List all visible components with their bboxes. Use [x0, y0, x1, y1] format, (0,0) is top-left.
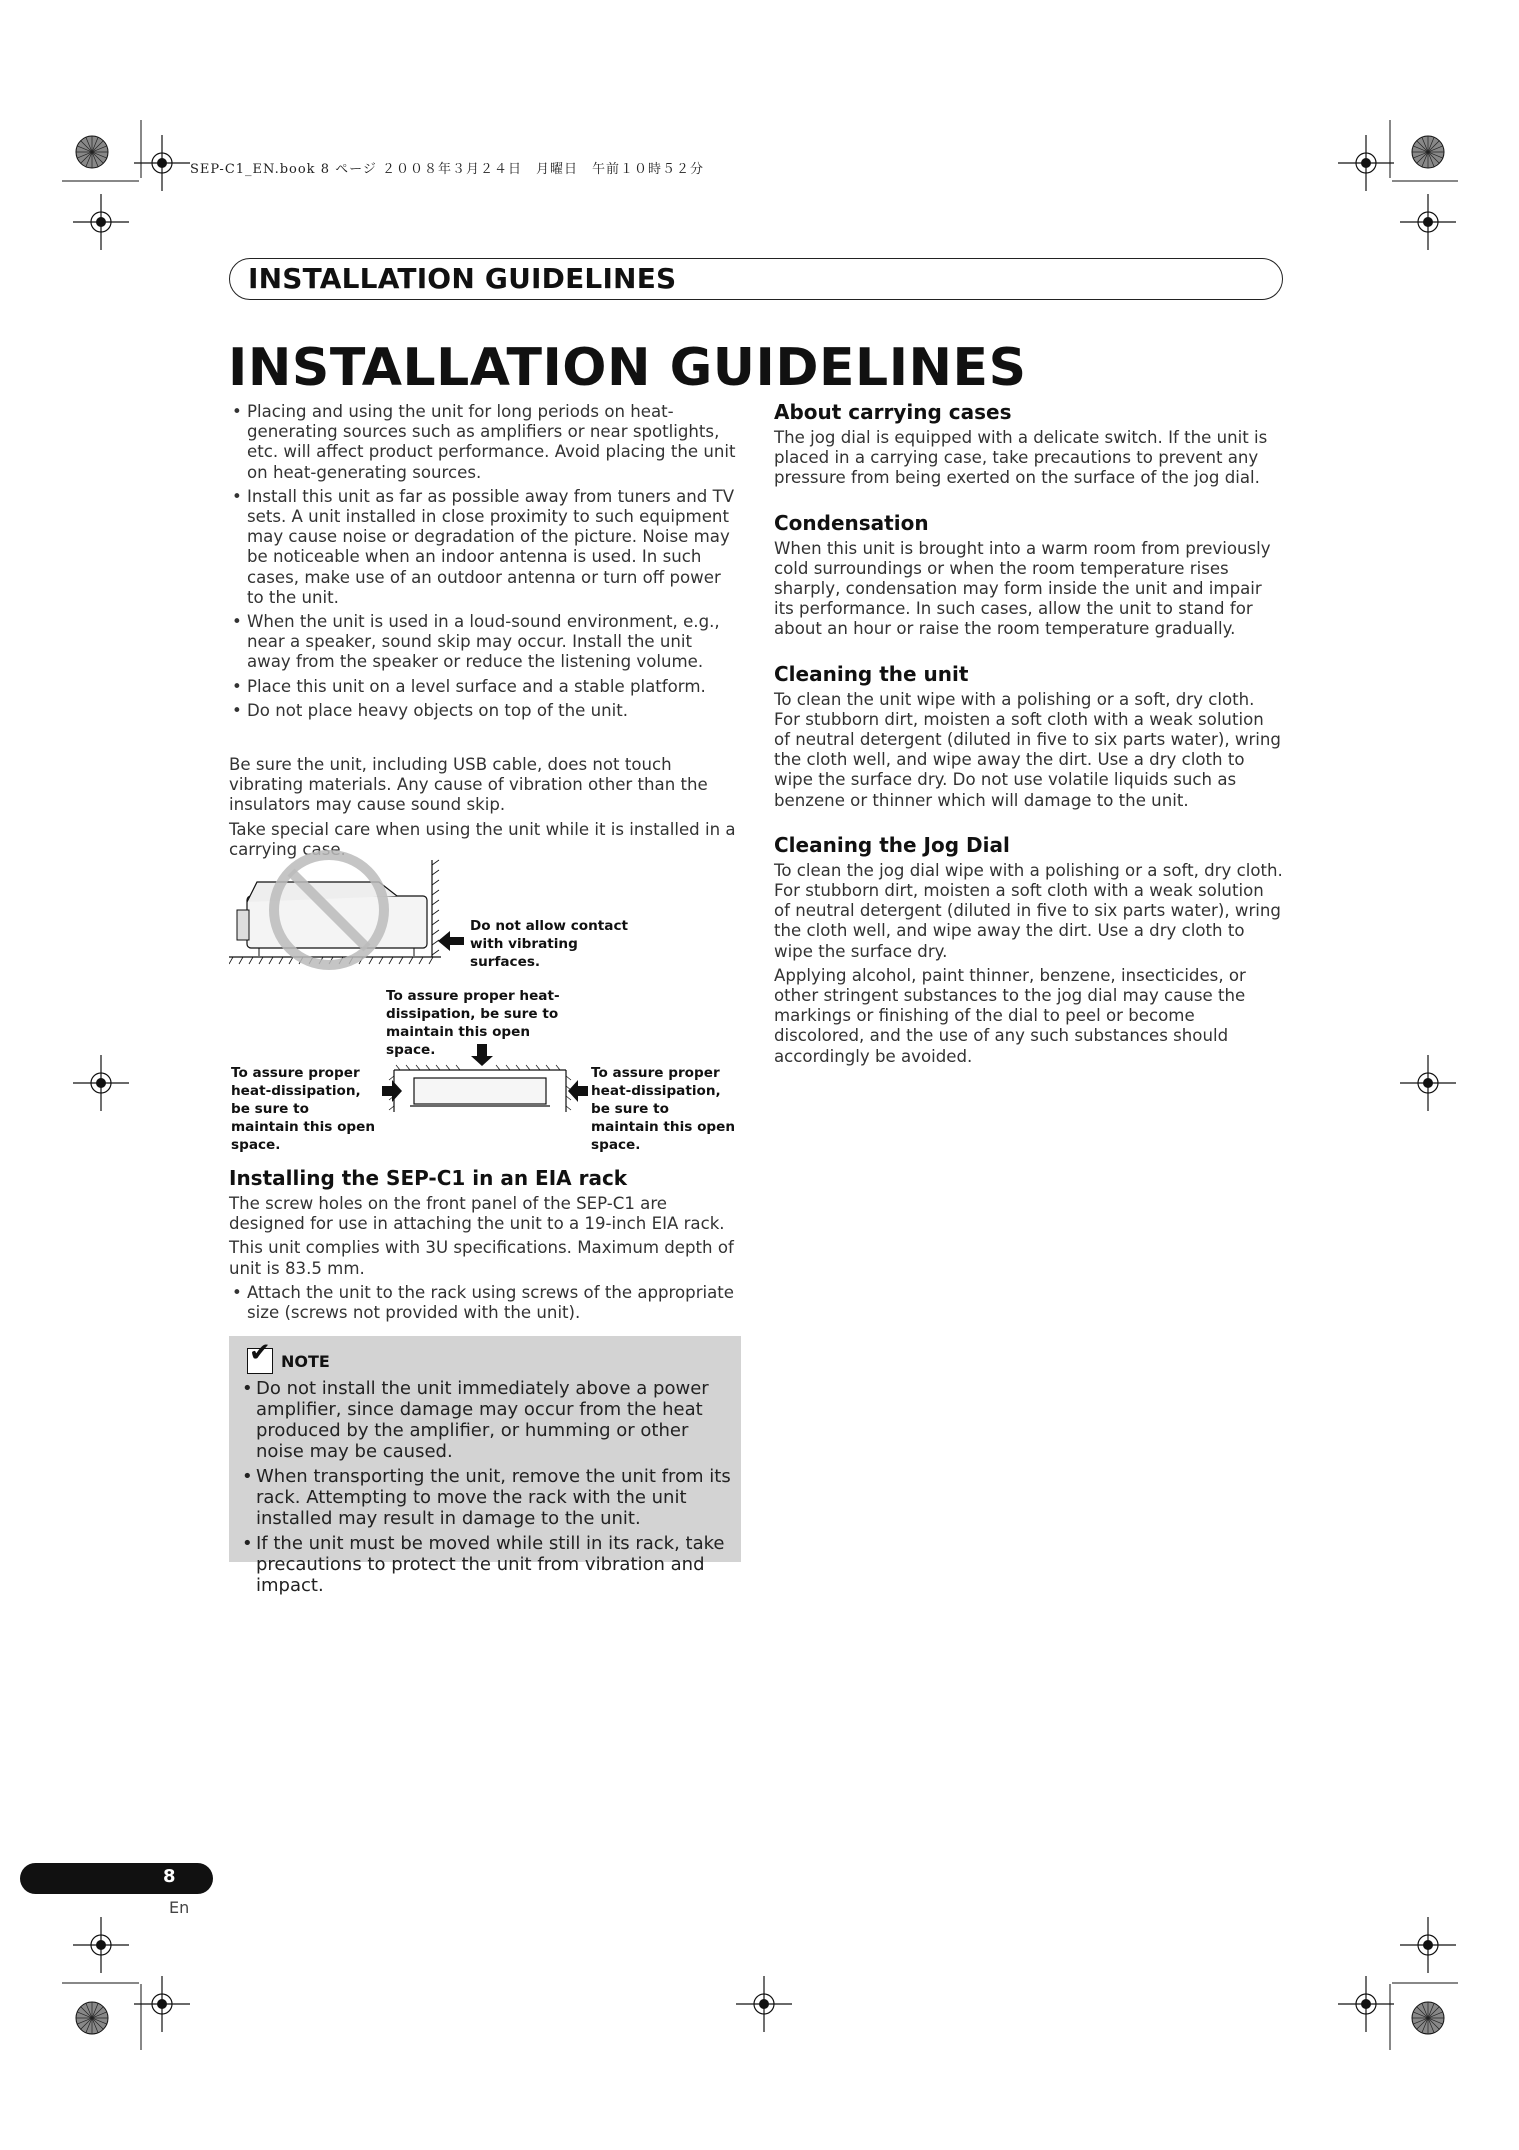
top-space-label: To assure proper heat-dissipation, be sure to maintain this open space. [386, 988, 560, 1058]
condensation-text: When this unit is brought into a warm room from previously cold surroundings or when the room temperature rises sharply, condensation may form inside the unit and impair its performance. In such cases, allow the unit to stand for about an hour or raise the room temperature gradually. [774, 538, 1271, 639]
vibration-paragraph: Be sure the unit, including USB cable, does not touch vibrating materials. Any cause of vibration other than the insulators may cause sound skip. [229, 755, 708, 815]
printer-info-line: SEP-C1_EN.book 8 ページ ２００８年３月２４日 月曜日 午前１０時５２分 [190, 162, 704, 177]
list-item: • Attach the unit to the rack using screws of the appropriate size (screws not provided with the unit). [229, 1283, 739, 1323]
left-column [229, 402, 739, 864]
note-label: NOTE [281, 1351, 330, 1371]
contact-arrow [436, 928, 466, 954]
carrying-case-paragraph: Take special care when using the unit while it is installed in a carrying case. [229, 819, 736, 859]
eia-heading: Installing the SEP-C1 in an EIA rack [229, 1166, 628, 1190]
right-column [774, 400, 1284, 1071]
cleaning-jog-heading: Cleaning the Jog Dial [774, 832, 1010, 857]
page-number: 8 [163, 1866, 176, 1887]
list-item: • Do not install the unit immediately above a power amplifier, since damage may occur from the heat produced by the amplifier, or humming or other noise may be caused. [239, 1378, 731, 1462]
rack-diagram [380, 1042, 590, 1114]
page-language: En [169, 1898, 190, 1917]
list-item: • Place this unit on a level surface and a stable platform. [229, 677, 739, 697]
list-item: • Placing and using the unit for long periods on heat-generating sources such as amplifiers or near spotlights, etc. will affect product performance. Avoid placing the unit on heat-generating sources. [229, 402, 739, 483]
checkmark-icon [247, 1348, 273, 1374]
section-header [229, 258, 1283, 300]
contact-label: Do not allow contact with vibrating surfaces. [470, 918, 629, 970]
cleaning-jog-text-2: Applying alcohol, paint thinner, benzene, insecticides, or other stringent substances to the jog dial may cause the markings or finishing of the dial to peel or become discolored, and the use of any such substances should accordingly be avoided. [774, 965, 1246, 1066]
eia-paragraph-2: This unit complies with 3U specifications. Maximum depth of unit is 83.5 mm. [229, 1238, 734, 1278]
installation-bullets [229, 402, 739, 721]
page-title: INSTALLATION GUIDELINES [228, 338, 1027, 398]
right-space-label: To assure proper heat-dissipation, be sure to maintain this open space. [591, 1065, 736, 1153]
eia-section [229, 1166, 739, 1327]
eia-bullets [229, 1283, 739, 1323]
section-header-label: INSTALLATION GUIDELINES [248, 262, 677, 295]
list-item: • If the unit must be moved while still in its rack, take precautions to protect the unit from vibration and impact. [239, 1533, 731, 1596]
carrying-text: The jog dial is equipped with a delicate switch. If the unit is placed in a carrying case, take precautions to prevent any pressure from being exerted on the surface of the jog dial. [774, 428, 1268, 488]
carrying-heading: About carrying cases [774, 400, 1012, 424]
vibration-diagram [229, 850, 449, 970]
note-header [239, 1348, 731, 1374]
condensation-heading: Condensation [774, 510, 929, 535]
list-item: • Do not place heavy objects on top of the unit. [229, 701, 739, 721]
list-item: • When transporting the unit, remove the unit from its rack. Attempting to move the rack with the unit installed may result in damage to the unit. [239, 1466, 731, 1529]
cleaning-unit-heading: Cleaning the unit [774, 661, 969, 686]
note-box [229, 1336, 741, 1596]
left-space-label: To assure proper heat-dissipation, be sure to maintain this open space. [231, 1065, 376, 1153]
page-number-pill [20, 1863, 213, 1894]
list-item: • When the unit is used in a loud-sound environment, e.g., near a speaker, sound skip may occur. Install the unit away from the speaker or reduce the listening volume. [229, 612, 739, 673]
cleaning-unit-text: To clean the unit wipe with a polishing or a soft, dry cloth. For stubborn dirt, moisten a soft cloth with a weak solution of neutral detergent (diluted in five to six parts water), wring the cloth well, and wipe away the dirt. Use a dry cloth to wipe the surface dry. Do not use volatile liquids such as benzene or thinner which will damage to the unit. [774, 689, 1281, 810]
eia-paragraph-1: The screw holes on the front panel of the SEP-C1 are designed for use in attaching the unit to a 19-inch EIA rack. [229, 1194, 725, 1234]
cleaning-jog-text-1: To clean the jog dial wipe with a polishing or a soft, dry cloth. For stubborn dirt, moisten a soft cloth with a weak solution of neutral detergent (diluted in five to six parts water), wring the cloth well, and wipe away the dirt. Use a dry cloth to wipe the surface dry. [774, 860, 1283, 961]
note-list [239, 1378, 731, 1596]
list-item: • Install this unit as far as possible away from tuners and TV sets. A unit installed in close proximity to such equipment may cause noise or degradation of the picture. Noise may be noticeable when an indoor antenna is used. In such cases, make use of an outdoor antenna or turn off power to the unit. [229, 487, 739, 608]
